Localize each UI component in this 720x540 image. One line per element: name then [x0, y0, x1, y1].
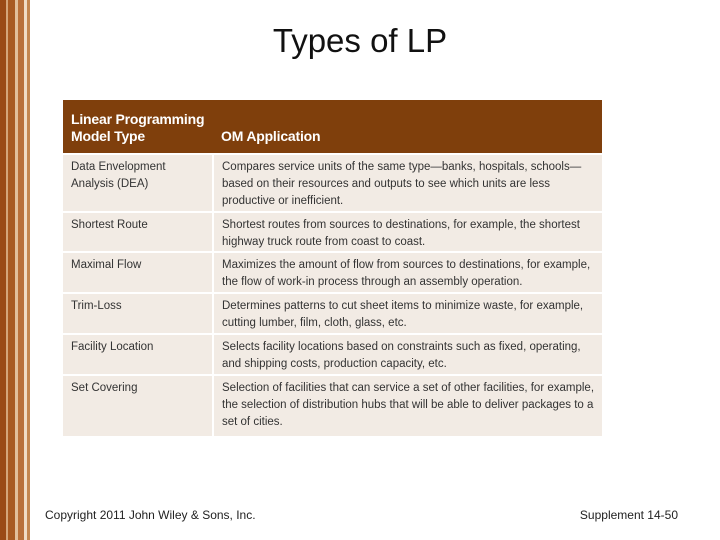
table-row	[63, 252, 602, 293]
column-header-model-type: Linear Programming Model Type	[71, 111, 205, 144]
model-type-cell: Shortest Route	[63, 212, 213, 252]
table-row	[63, 293, 602, 334]
table-row	[63, 212, 602, 252]
table-header-row	[63, 100, 602, 154]
table-row	[63, 334, 602, 375]
copyright-footer: Copyright 2011 John Wiley & Sons, Inc.	[45, 508, 256, 522]
application-cell: Shortest routes from sources to destinations, for example, the shortest highway truck route from coast to coast.	[213, 212, 602, 252]
application-cell: Selection of facilities that can service a set of other facilities, for example, the selection of distribution hubs that will be able to deliver packages to a set of cities.	[213, 375, 602, 436]
model-type-cell: Data Envelopment Analysis (DEA)	[63, 154, 213, 212]
lp-types-table-container	[63, 100, 602, 436]
slide-number-footer: Supplement 14-50	[579, 508, 678, 522]
model-type-cell: Set Covering	[63, 375, 213, 436]
application-cell: Maximizes the amount of flow from sources to destinations, for example, the flow of work-in process through an assembly operation.	[213, 252, 602, 293]
table-row	[63, 375, 602, 436]
slide-title: Types of LP	[272, 22, 448, 59]
application-cell: Compares service units of the same type—banks, hospitals, schools—based on their resources and outputs to see which units are less productive or inefficient.	[213, 154, 602, 212]
application-cell: Selects facility locations based on constraints such as fixed, operating, and shipping costs, production capacity, etc.	[213, 334, 602, 375]
table-row	[63, 154, 602, 212]
model-type-cell: Maximal Flow	[63, 252, 213, 293]
model-type-cell: Facility Location	[63, 334, 213, 375]
lp-types-table	[63, 100, 602, 436]
column-header-om-application: OM Application	[221, 128, 321, 144]
model-type-cell: Trim-Loss	[63, 293, 213, 334]
decorative-side-stripe	[0, 0, 30, 540]
application-cell: Determines patterns to cut sheet items to minimize waste, for example, cutting lumber, film, cloth, glass, etc.	[213, 293, 602, 334]
